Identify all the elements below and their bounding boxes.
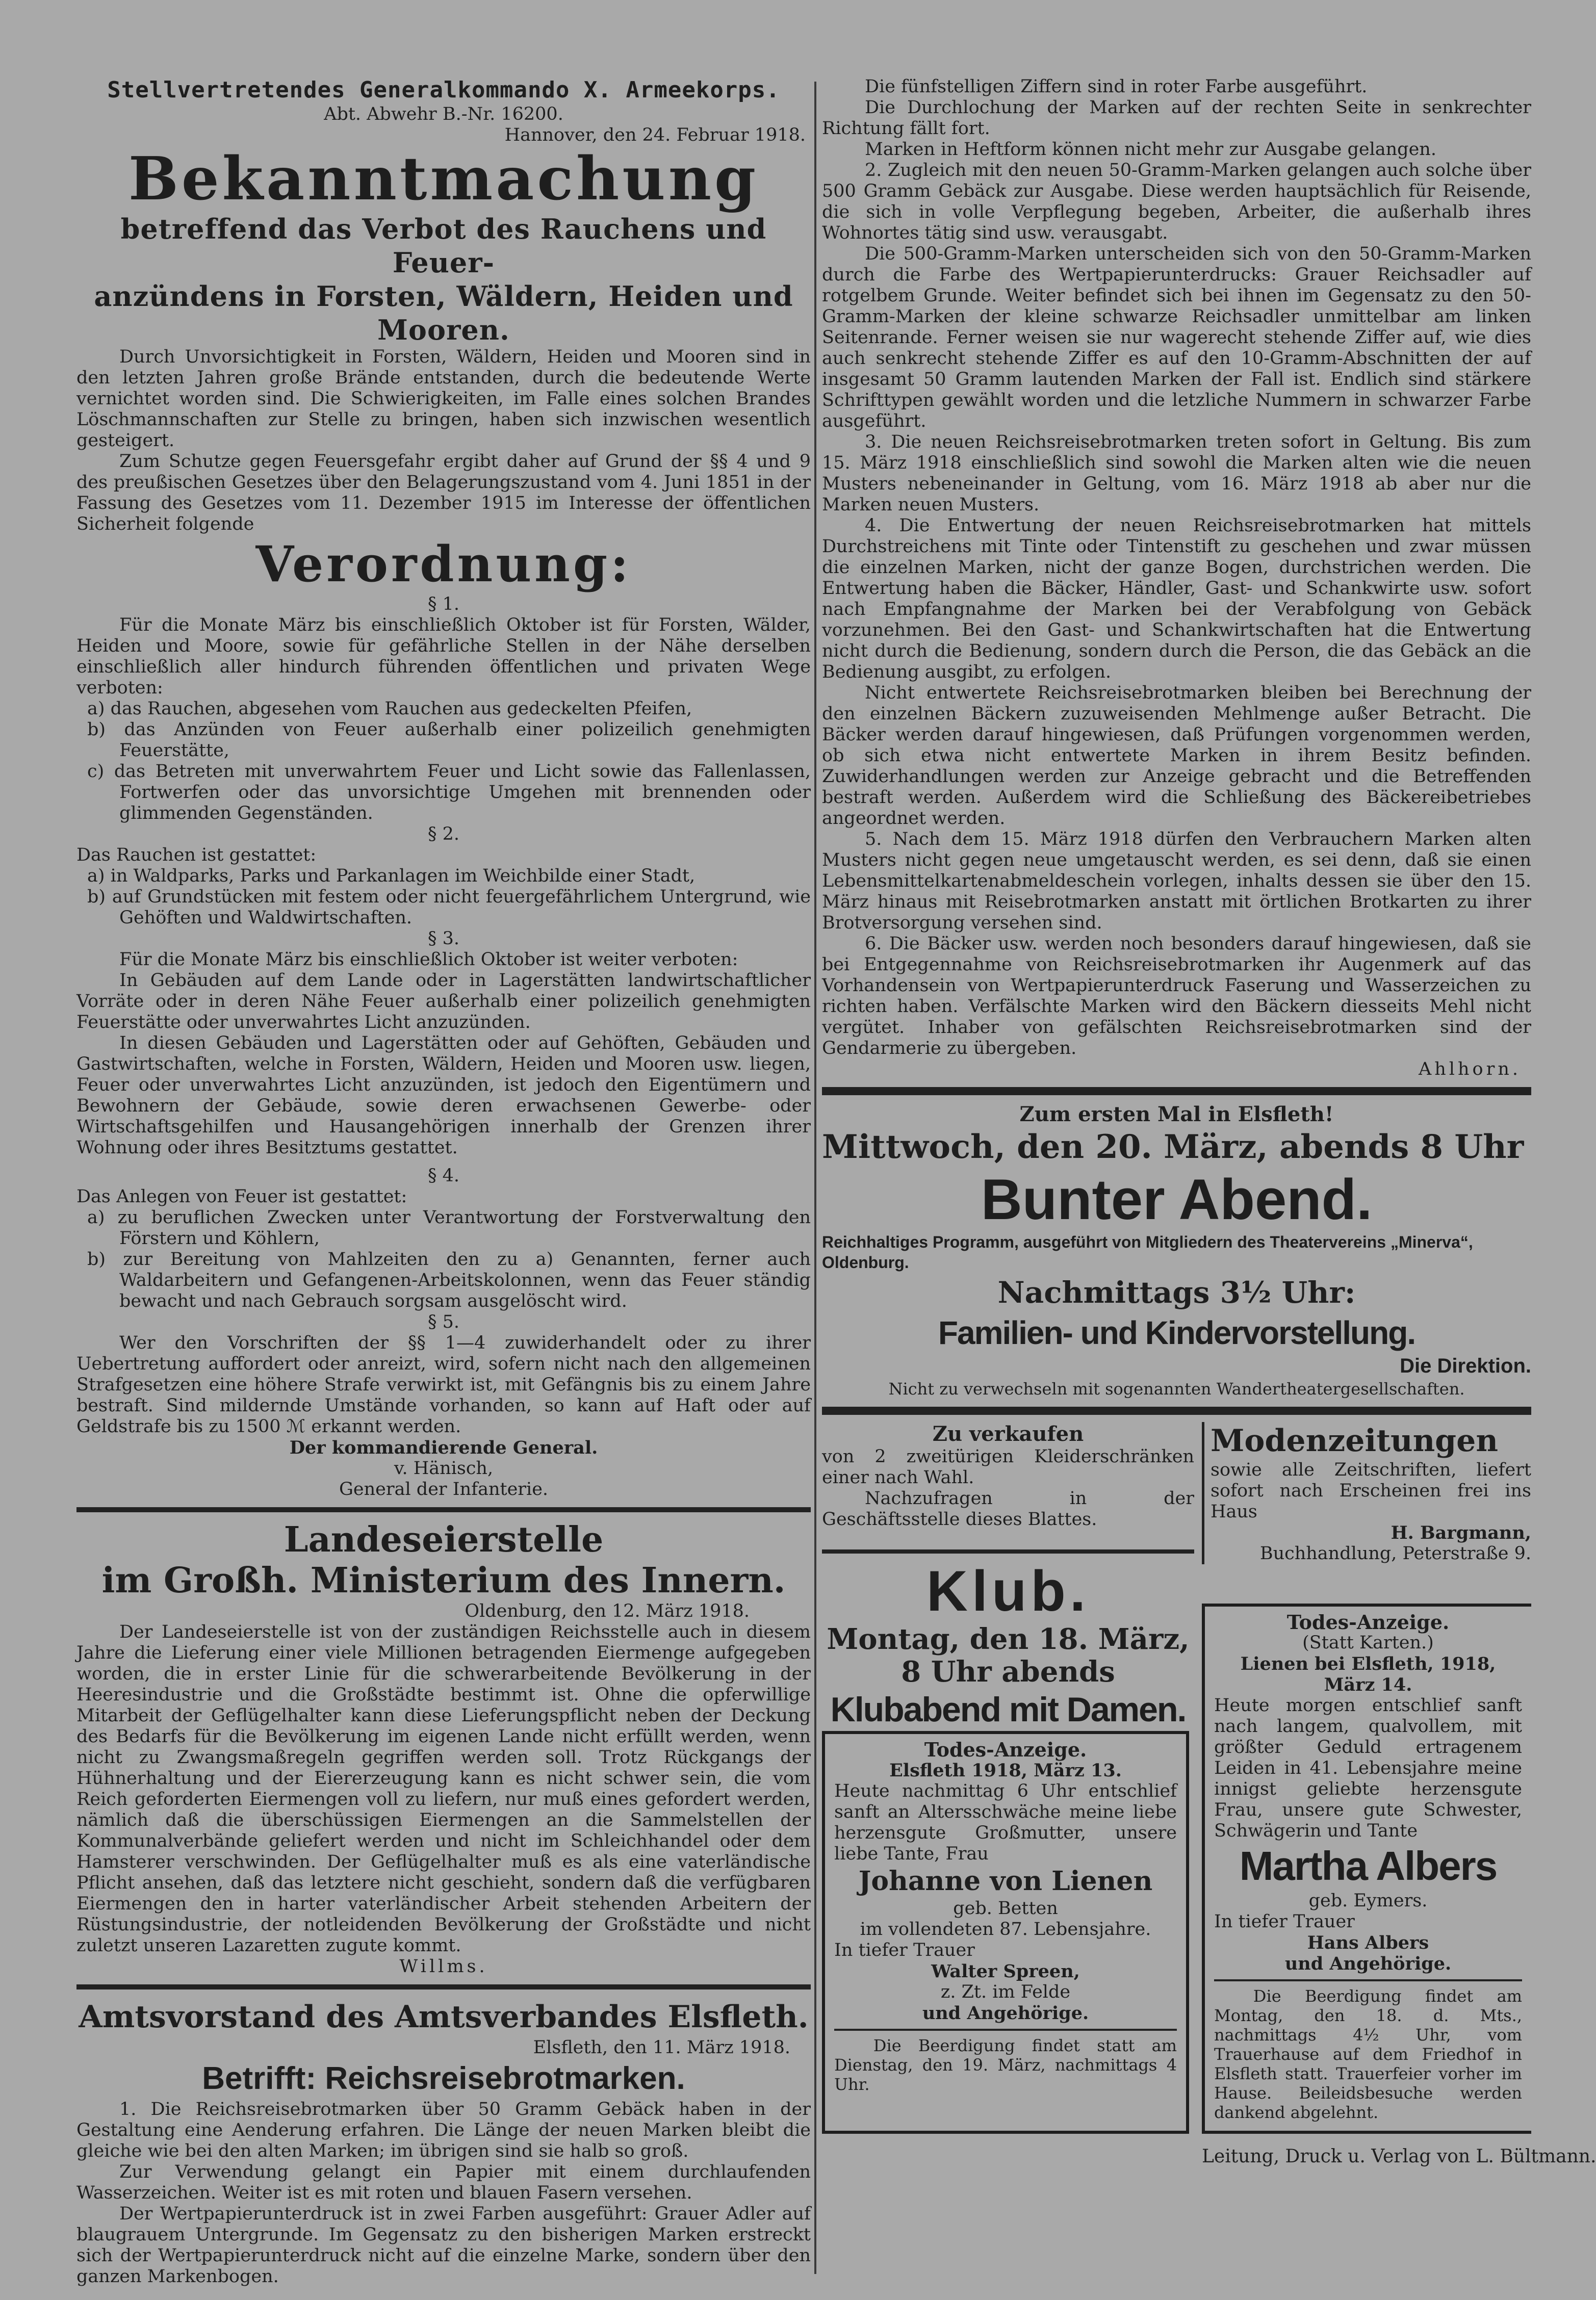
list-item: a) das Rauchen, abgesehen vom Rauchen aus gedeckelten Pfeifen, [87,699,692,719]
continued-paragraph: Die fünfstelligen Ziffern sind in roter Farbe ausgeführt. [865,76,1368,97]
signature-rank: General der Infanterie. [339,1479,549,1500]
todes-divider [834,2029,1177,2031]
verkaufen-ad [822,1422,1194,1530]
verkaufen-title: Zu verkaufen [932,1422,1084,1446]
right-column [822,76,1596,2284]
todes-sig1: Hans Albers [1307,1932,1429,1953]
bekanntmachung-title: Bekanntmachung [128,144,759,214]
intro-paragraph: Durch Unvorsichtigkeit in Forsten, Wäldern, Heiden und Mooren sind in den letzten Jahren große Brände entstanden, durch die bedeutende Werte vernichtet worden sind. Die Schwierigkeiten, im Falle eines solchen Brandes Löschmannschaften zur Stelle zu bringen, haben sich inzwischen wesentlich gesteigert. [76,347,811,451]
ad-grid [822,1422,1596,2177]
section-intro: Das Rauchen ist gestattet: [76,845,317,865]
section-divider [822,1407,1531,1415]
klub-title: Klub. [926,1559,1090,1623]
bunter-familien: Familien- und Kindervorstellung. [938,1314,1415,1351]
abt-line: Abt. Abwehr B.-Nr. 16200. [324,104,563,124]
landeseier-date: Oldenburg, den 12. März 1918. [465,1601,750,1621]
todes-text: Heute morgen entschlief sanft nach langem, qualvollem, mit größter Geduld ertragenem Leiden in 41. Lebensjahre meine innigst geliebte herzensgute Frau, unsere gute Schwester, Schwägerin und Tante [1214,1695,1522,1841]
signature-name: v. Hänisch, [394,1458,494,1479]
section-intro: Das Anlegen von Feuer ist gestattet: [76,1186,407,1207]
section-title: § 1. [427,594,460,614]
amtsvorstand-title: Amtsvorstand des Amtsverbandes Elsfleth. [79,1999,809,2035]
continued-paragraph: 6. Die Bäcker usw. werden noch besonders darauf hingewiesen, daß sie bei Entgegennahme von Reichsreisebrotmarken ihr Augenmerk auf das Vorhandensein von Wertpapierunterdruck Faserung und Wasserzeichen zu richten haben. Verfälschte Marken wird den Bäckern diesseits Mehl nicht vergütet. Inhaber von gefälschten Reichsreisebrotmarken sind der Gendarmerie zu übergeben. [822,934,1531,1058]
todes-deceased: Johanne von Lienen [858,1866,1153,1897]
kommando-header [76,76,811,146]
section-title: § 4. [427,1166,460,1186]
column-divider [814,82,816,2274]
todes-divider [1214,1979,1522,1981]
continued-paragraph: Die 500-Gramm-Marken unterscheiden sich von den 50-Gramm-Marken durch die Farbe des Wertpapierunterdrucks: Grauer Reichsadler auf rotgelbem Grunde. Weiter befindet sich bei ihnen im Gegensatz zu den 50-Gramm-Marken der kleine schwarze Reichsadler unmittelbar am linken Seitenrande. Ferner weisen sie nur wagerecht stehende Ziffer auf, wie dies auch senkrecht stehende Ziffer es auf den 10-Gramm-Abschnitten der auf insgesamt 50 Gramm lautenden Marken der Fall ist. Endlich sind stärkere Schrifttypen gewählt worden und die letzliche Nummern in schwarzer Farbe ausgeführt. [822,244,1531,431]
todes-sig3: und Angehörige. [922,2003,1089,2024]
todes-trauer: In tiefer Trauer [1214,1911,1355,1932]
kommando-title: Stellvertretendes Generalkommando X. Armeekorps. [107,77,780,103]
todes-trauer: In tiefer Trauer [834,1940,975,1960]
todes-deceased: Martha Albers [1239,1843,1497,1889]
list-item: c) das Betreten mit unverwahrtem Feuer und Licht sowie das Fallenlassen, Fortwerfen oder das unvorsichtige Umgehen mit brennenden oder glimmenden Gegenständen. [87,761,811,823]
section-paragraph: Für die Monate März bis einschließlich Oktober ist weiter verboten: [119,949,738,970]
bunter-program: Reichhaltiges Programm, ausgeführt von Mitgliedern des Theatervereins „Minerva“, Oldenburg. [822,1233,1473,1272]
bunter-top: Zum ersten Mal in Elsfleth! [1019,1102,1334,1126]
todes-text: Heute nachmittag 6 Uhr entschlief sanft an Altersschwäche meine liebe herzensgute Großmutter, unsere liebe Tante, Frau [834,1781,1177,1864]
moden-ad [1202,1422,1531,1564]
landeseier-signature: Willms. [399,1956,488,1977]
intro-paragraph: Zum Schutze gegen Feuersgefahr ergibt daher auf Grund der §§ 4 und 9 des preußischen Gesetzes über den Belagerungszustand vom 4. Juni 1851 in der Fassung des Gesetzes vom 11. Dezember 1915 im Interesse der öffentlichen Sicherheit folgende [76,451,811,534]
landeseier-text: Der Landeseierstelle ist von der zuständigen Reichsstelle auch in diesem Jahre die Lieferung einer viele Millionen betragenden Eiermenge aufgegeben worden, die in erster Linie für die schwerarbeitende Bevölkerung in der Heeresindustrie und die Großstädte bestimmt ist. Ohne die opferwillige Mitarbeit der Geflügelhalter kann diese Lieferungspflicht neben der Deckung des Bedarfs für die Bevölkerung im eigenen Lande nicht erfüllt werden, wenn nicht zu Zwangsmaßregeln gegriffen werden soll. Trotz Rückgangs der Hühnerhaltung und der Eiererzeugung kann es nicht schwer sein, die vom Reich geforderten Eiermengen voll zu liefern, nur muß eines gefordert werden, nämlich daß die überschüssigen Eiermengen an die Sammelstellen der Kommunalverbände geliefert werden und nicht im Schleichhandel oder dem Hamsterer verschwinden. Der Geflügelhalter muß es als eine vaterländische Pflicht ansehen, daß das letztere nicht geschieht, sondern daß die verfügbaren Eiermengen den in harter vaterländischer Arbeit stehenden Arbeitern der Rüstungsindustrie, der notleidenden Bevölkerung der Großstädte und nicht zuletzt unseren Lazaretten zugute kommt. [76,1622,811,1956]
todes-sig2: z. Zt. im Felde [940,1982,1071,2002]
landeseier-subtitle: im Großh. Ministerium des Innern. [101,1560,786,1601]
continued-paragraph: Marken in Heftform können nicht mehr zur Ausgabe gelangen. [865,139,1436,160]
continued-paragraph: Die Durchlochung der Marken auf der rechten Seite in senkrechter Richtung fällt fort. [822,97,1531,139]
verkaufen-text: von 2 zweitürigen Kleiderschränken einer nach Wahl. [822,1446,1194,1488]
section-title: § 3. [427,928,460,949]
todes-title: Todes-Anzeige. [1286,1611,1450,1634]
signature-line: Der kommandierende General. [289,1437,598,1458]
todes-date: Lienen bei Elsfleth, 1918, März 14. [1240,1653,1496,1695]
section-intro: Für die Monate März bis einschließlich Oktober ist für Forsten, Wälder, Heiden und Moore, sowie für gefährliche Stellen in der Nähe derselben einschließlich aller hindurch führenden öffentlichen und privaten Wege verboten: [76,615,811,698]
todes-beerdigung: Die Beerdigung findet am Montag, den 18. d. Mts., nachmittags 4½ Uhr, vom Trauerhause auf dem Friedhof in Elsfleth statt. Trauerfeier vorher im Hause. Beileidsbesuche werden dankend abgelehnt. [1214,1986,1522,2122]
continued-paragraph: 2. Zugleich mit den neuen 50-Gramm-Marken gelangen auch solche über 500 Gramm Gebäck zur Ausgabe. Diese werden hauptsächlich für Reisende, die sich in volle Verpflegung begeben, Arbeiter, die außerhalb ihres Wohnortes tätig sind usw. verausgabt. [822,160,1531,243]
section-divider [76,1507,811,1512]
continued-paragraph: 3. Die neuen Reichsreisebrotmarken treten sofort in Geltung. Bis zum 15. März 1918 einschließlich sind sowohl die Marken alten wie die neuen Musters nebeneinander in Geltung, vom 16. März 1918 ab aber nur die Marken neuen Musters. [822,432,1531,515]
ort-date: Hannover, den 24. Februar 1918. [504,125,806,145]
todes-sig1: Walter Spreen, [931,1961,1080,1982]
bunter-direktion: Die Direktion. [1400,1355,1531,1377]
todes-date: Elsfleth 1918, März 13. [889,1760,1122,1781]
footer-imprint: Leitung, Druck u. Verlag von L. Bültmann. [1202,2146,1596,2167]
section-divider [76,1984,811,1989]
todes-geb: geb. Betten [953,1898,1058,1919]
todes-title: Todes-Anzeige. [924,1738,1087,1761]
bunter-title: Bunter Abend. [981,1168,1373,1231]
moden-name: H. Bargmann, [1391,1522,1531,1543]
todes-age: im vollendeten 87. Lebensjahre. [860,1919,1151,1940]
moden-text: sowie alle Zeitschriften, liefert sofort nach Erscheinen frei ins Haus [1211,1460,1531,1522]
betrifft-heading: Betrifft: Reichsreisebrotmarken. [202,2061,685,2096]
amtsvorstand-paragraph: Der Wertpapierunterdruck ist in zwei Farben ausgeführt: Grauer Adler auf blaugrauem Untergrunde. Im Gegensatz zu den bisherigen Marken erstreckt sich der Wertpapierunterdruck nicht auf die einzelne Marke, sondern über den ganzen Markenbogen. [76,2204,811,2287]
amtsvorstand-date: Elsfleth, den 11. März 1918. [533,2037,790,2058]
verkaufen-text2: Nachzufragen in der Geschäftsstelle dieses Blattes. [822,1488,1194,1530]
section-paragraph: In diesen Gebäuden und Lagerstätten oder auf Gehöften, Gebäuden und Gastwirtschaften, welche in Forsten, Wäldern, Heiden und Mooren usw. liegen, Feuer oder unverwahrtes Licht anzuzünden, ist jedoch den Eigentümern und Bewohnern der Gebäude, sowie deren erwachsenen Gewerbe- oder Wirtschaftsgehilfen und Hausangehörigen innerhalb der Grenzen ihrer Wohnung oder ihres Besitztums gestattet. [76,1033,811,1158]
bunter-abend-ad [822,1102,1531,1400]
bunter-note: Nicht zu verwechseln mit sogenannten Wandertheatergesellschaften. [888,1379,1465,1399]
list-item: b) zur Bereitung von Mahlzeiten den zu a) Genannten, ferner auch Waldarbeitern und Gefangenen-Arbeitskolonnen, wenn das Feuer ständig bewacht und nach Gebrauch sorgsam ausgelöscht wird. [87,1249,811,1311]
todes-beerdigung: Die Beerdigung findet statt am Dienstag, den 19. März, nachmittags 4 Uhr. [834,2036,1177,2094]
amtsvorstand-paragraph: Zur Verwendung gelangt ein Papier mit einem durchlaufenden Wasserzeichen. Weiter ist es mit roten und blauen Fasern versehen. [76,2162,811,2203]
ad-divider [822,1549,1194,1554]
bekanntmachung-subtitle-1: betreffend das Verbot des Rauchens und Feuer- [120,213,767,279]
section-paragraph: Wer den Vorschriften der §§ 1—4 zuwiderhandelt oder zu ihrer Uebertretung auffordert oder anreizt, wird, sofern nicht nach den allgemeinen Strafgesetzen eine höhere Strafe verwirkt ist, mit Gefängnis bis zu einem Jahre bestraft. Sind mildernde Umstände vorhanden, so kann auf Haft oder auf Geldstrafe bis zu 1500 ℳ erkannt werden. [76,1333,811,1437]
bekanntmachung-subtitle-2: anzündens in Forsten, Wäldern, Heiden und Mooren. [94,280,793,346]
moden-addr: Buchhandlung, Peterstraße 9. [1259,1543,1531,1564]
todes-sub: (Statt Karten.) [1302,1633,1434,1653]
bunter-date: Mittwoch, den 20. März, abends 8 Uhr [822,1128,1524,1166]
list-item: b) auf Grundstücken mit festem oder nicht feuergefährlichem Untergrund, wie Gehöften und Waldwirtschaften. [87,887,811,928]
section-divider [822,1087,1531,1095]
continued-paragraph: Nicht entwertete Reichsreisebrotmarken bleiben bei Berechnung der den einzelnen Bäckern zuzuweisenden Mehlmenge außer Betracht. Die Bäcker werden darauf hingewiesen, daß Prüfungen vorgenommen werden, ob sich etwa nicht entwertete Marken in ihrem Besitz befinden. Zuwiderhandlungen werden zur Anzeige gebracht und die Betreffenden bestraft werden. Außerdem wird die Schließung des Bäckereibetriebes angeordnet werden. [822,683,1531,829]
list-item: a) zu beruflichen Zwecken unter Verantwortung der Forstverwaltung den Förstern und Köhlern, [87,1207,811,1249]
todes-sig2: und Angehörige. [1284,1953,1452,1974]
continued-paragraph: 4. Die Entwertung der neuen Reichsreisebrotmarken hat mittels Durchstreichens mit Tinte oder Tintenstift zu geschehen und zwar müssen die einzelnen Marken, nicht der ganze Bogen, durchstrichen werden. Die Entwertung haben die Bäcker, Händler, Gast- und Schankwirte usw. sofort nach Empfangnahme der Marken bei der Verabfolgung von Gebäck vorzunehmen. Bei den Gast- und Schankwirtschaften hat die Entwertung nicht durch die Bedienung, sondern durch die Person, die das Gebäck an die Bedienung ausgibt, zu erfolgen. [822,515,1531,682]
amtsvorstand-paragraph: 1. Die Reichsreisebrotmarken über 50 Gramm Gebäck haben in der Gestaltung eine Aenderung erfahren. Die Länge der neuen Marken bleibt die gleiche wie bei den alten Marken; im übrigen sind sie halb so groß. [76,2099,811,2161]
todes-anzeige-spreen [822,1731,1189,2134]
verordnung-title: Verordnung: [255,535,632,593]
section-title: § 5. [427,1312,460,1332]
landeseier-title: Landeseierstelle [284,1519,604,1560]
section-title: § 2. [427,824,460,844]
klub-time: 8 Uhr abends [901,1655,1115,1689]
bunter-nachmittags: Nachmittags 3½ Uhr: [997,1275,1356,1310]
list-item: b) das Anzünden von Feuer außerhalb einer polizeilich genehmigten Feuerstätte, [87,719,811,761]
todes-anzeige-albers [1202,1604,1531,2134]
moden-title: Modenzeitungen [1211,1423,1498,1459]
klub-date: Montag, den 18. März, [827,1622,1190,1656]
ahlhorn-signature: Ahlhorn. [1418,1059,1521,1079]
list-item: a) in Waldparks, Parks und Parkanlagen im Weichbilde einer Stadt, [87,866,696,886]
continued-paragraph: 5. Nach dem 15. März 1918 dürfen den Verbrauchern Marken alten Musters nicht gegen neue umgetauscht werden, es sei denn, daß sie einen Lebensmittelkartenabmeldeschein vorlegen, inhalts dessen sie über den 15. März hinaus mit Reisebrotmarken anstatt mit örtlichen Brotkarten zu ihrer Brotversorgung versehen sind. [822,829,1531,933]
section-paragraph: In Gebäuden auf dem Lande oder in Lagerstätten landwirtschaftlicher Vorräte oder in deren Nähe Feuer außerhalb einer polizeilich genehmigten Feuerstätte oder unverwahrtes Licht anzuzünden. [76,970,811,1032]
klub-ad [822,1560,1194,1731]
todes-geb: geb. Eymers. [1308,1891,1428,1911]
left-column [76,76,811,2287]
klub-event: Klubabend mit Damen. [830,1690,1186,1729]
